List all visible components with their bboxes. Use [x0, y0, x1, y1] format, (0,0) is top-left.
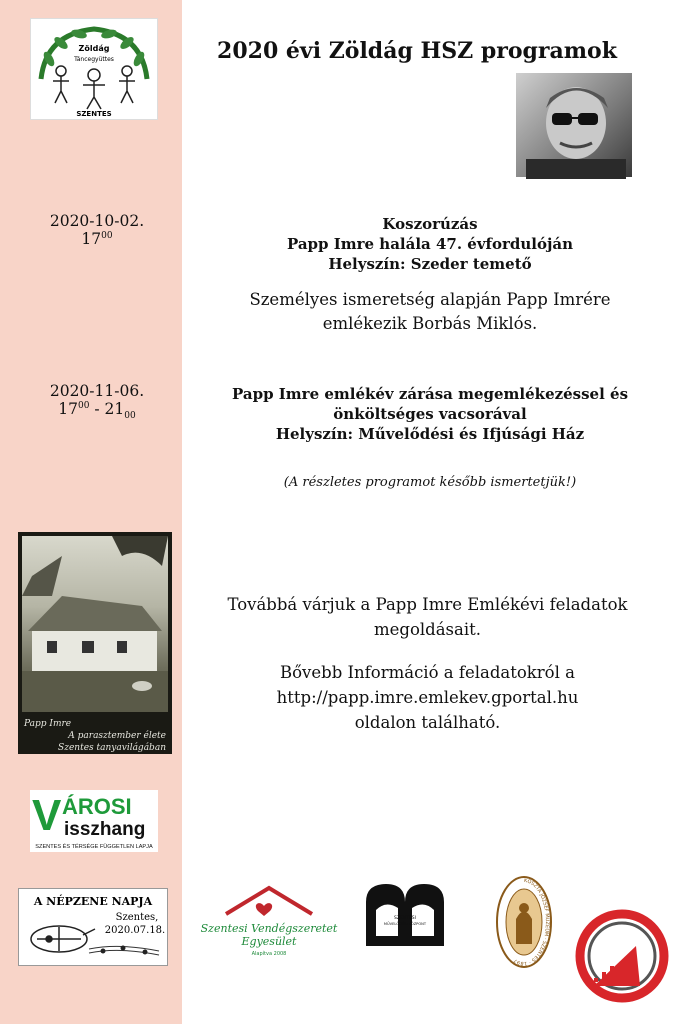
- logo-line2: Táncegyüttes: [74, 56, 114, 63]
- event1-head-line2: Papp Imre halála 47. évfordulóján: [286, 235, 574, 253]
- book-caption: [24, 718, 166, 754]
- varosi-isszhang: isszhang: [64, 819, 146, 840]
- info-para2-line3: oldalon található.: [354, 713, 501, 732]
- nepzene-napja-logo: [18, 888, 168, 966]
- event2-date-text: 2020-11-06.: [49, 382, 145, 400]
- event2-end-min: 00: [124, 411, 136, 422]
- zoldag-logo-art: [31, 19, 157, 119]
- event2-end-hour: 21: [104, 400, 125, 418]
- vendeg-line3: Alapítva 2008: [251, 951, 287, 957]
- event2-start-hour: 17: [58, 400, 78, 418]
- varosi-v: V: [32, 791, 62, 840]
- muvelodesi-kozpont-logo: [362, 880, 448, 948]
- page-title: 2020 évi Zöldág HSZ programok: [217, 38, 617, 64]
- logo-line1: Zöldág: [78, 44, 110, 53]
- event1-time: [22, 230, 172, 248]
- event2-note: (A részletes programot később ismertetjük!): [283, 475, 577, 490]
- book-title-line2: Szentes tanyavilágában: [58, 743, 166, 753]
- hurdy-gurdy-icon: [31, 926, 95, 952]
- zoldag-logo: [30, 18, 158, 120]
- event2-start-min: 00: [78, 400, 90, 411]
- event1-head-line3: Helyszín: Szeder temető: [328, 255, 532, 273]
- varosi-sub: SZENTES ÉS TÉRSÉGE FÜGGETLEN LAPJA: [35, 844, 153, 850]
- logo-line3: SZENTES: [76, 110, 112, 118]
- varosi-visszhang-logo: [30, 790, 158, 852]
- red-circle-emblem: [574, 908, 670, 1004]
- vendegszeretet-logo: [200, 884, 338, 960]
- event2-time-sep: -: [89, 400, 105, 418]
- book-cover: [18, 532, 172, 754]
- vendeg-line2: Egyesület: [241, 935, 297, 948]
- event2-heading: [210, 384, 650, 444]
- event1-head-line1: Koszorúzás: [382, 215, 478, 233]
- book-author: Papp Imre: [24, 719, 72, 729]
- event1-time-hour: 17: [81, 230, 102, 248]
- farmhouse-photo: [22, 536, 168, 712]
- event1-date: [22, 212, 172, 248]
- event1-body: Személyes ismeretség alapján Papp Imrére emlékezik Borbás Miklós.: [249, 290, 611, 333]
- muzeum-ring-path: KOSZTA JÓZSEF MÚZEUM · SZENTES · 1897: [512, 877, 550, 967]
- book-title-line1: A parasztember élete: [68, 731, 166, 741]
- muv-line2: MŰVELŐDÉSI KÖZPONT: [383, 922, 427, 926]
- info-para1: Továbbá várjuk a Papp Imre Emlékévi feladatok megoldásait.: [227, 595, 628, 639]
- nepzene-city: Szentes,: [115, 912, 159, 923]
- event2-time: [22, 400, 172, 421]
- event2-date: [22, 382, 172, 421]
- info-url-link[interactable]: http://papp.imre.emlekev.gportal.hu: [276, 688, 579, 707]
- varosi-arosi: ÁROSI: [62, 794, 132, 819]
- muv-line1: SZENTESI: [394, 916, 416, 921]
- nepzene-title: A NÉPZENE NAPJA: [33, 895, 153, 908]
- info-para2: [200, 660, 655, 735]
- event1-date-text: 2020-10-02.: [49, 212, 145, 230]
- event1-heading: [210, 214, 650, 274]
- heart-icon: [256, 903, 272, 916]
- event2-head-line1: Papp Imre emlékév zárása megemlékezéssel és: [231, 385, 629, 403]
- nepzene-date: 2020.07.18.: [104, 925, 166, 936]
- event2-head-line2: önköltséges vacsorával: [333, 405, 527, 423]
- info-para2-line1: Bővebb Információ a feladatokról a: [280, 663, 575, 682]
- portrait-photo: [516, 73, 632, 177]
- event2-head-line3: Helyszín: Művelődési és Ifjúsági Ház: [275, 425, 585, 443]
- event1-time-min: 00: [101, 230, 113, 241]
- koszta-muzeum-logo: [494, 874, 554, 970]
- left-sidebar: [0, 0, 182, 1024]
- vendeg-line1: Szentesi Vendégszeretet: [200, 922, 338, 935]
